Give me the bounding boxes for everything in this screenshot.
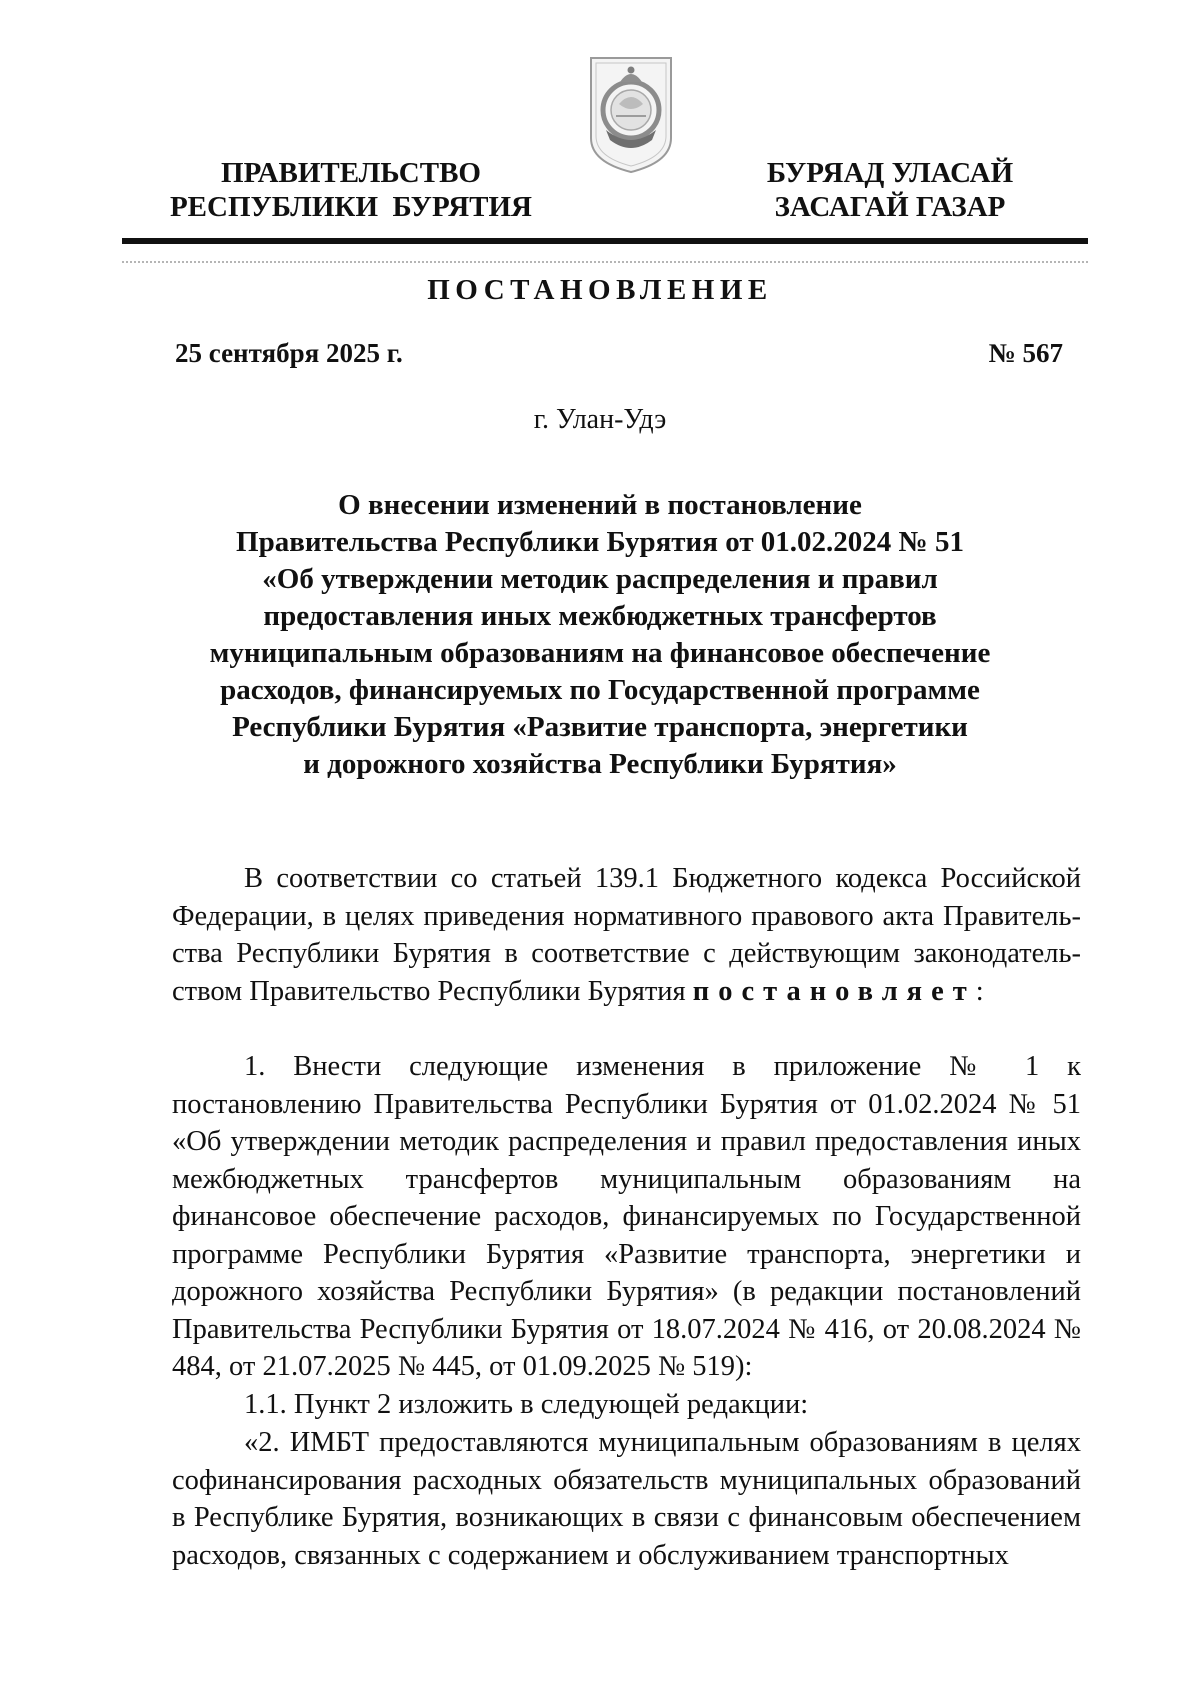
header-divider [122,238,1088,244]
issuer-name-russian [166,156,536,224]
item-1-paragraph: 1. Внести следующие изменения в приложение № 1 к постановлению Правительства Республики Бурятия от 01.02.2024 № 51 «Об утверждении методик распределения и правил предоставления иных межбюджетных трансфертов муниципальным образованиям на финансовое обеспечение расходов, финансируемых по Государственной программе Республики Бурятия «Развитие транспорта, энергетики и дорожного хозяйства Республики Бурятия» (в редакции постановлений Правительства Республики Бурятия от 18.07.2024 № 416, от 20.08.2024 № 484, от 21.07.2025 № 445, от 01.09.2025 № 519): [172,1051,1081,1382]
preamble-paragraph [172,860,1081,1010]
decree-suffix: : [975,975,984,1007]
item-1-1-paragraph: 1.1. Пункт 2 изложить в следующей редакции: [244,1389,809,1420]
document-title [160,487,1040,783]
title-line: «Об утверждении методик распределения и правил [262,563,938,595]
document-city: г. Улан-Удэ [533,404,667,435]
title-line: предоставления иных межбюджетных трансфертов [263,600,937,632]
title-line: Правительства Республики Бурятия от 01.02.2024 № 51 [236,526,964,558]
preamble-text: В соответствии со статьей 139.1 Бюджетного кодекса Российской Федерации, в целях приведения нормативного правового акта Правительства Республики Бурятия в соответствие с действующим законодательством Правительство Республики Бурятия [172,863,1081,1007]
document-date: 25 сентября 2025 г. [175,338,403,368]
coat-of-arms-icon [586,54,676,176]
item-2-quote-paragraph: «2. ИМБТ предоставляются муниципальным образованиям в целях софинансирования расходных обязательств муниципальных образований в Республике Бурятия, возникающих в связи с финансовым обеспечением расходов, связанных с содержанием и обслуживанием транспортных [172,1427,1081,1571]
title-line: Республики Бурятия «Развитие транспорта, энергетики [232,711,968,743]
title-line: О внесении изменений в постановление [338,489,862,521]
decree-word: постановляет [692,975,976,1007]
issuer-name-line: ПРАВИТЕЛЬСТВО [221,157,481,189]
title-line: и дорожного хозяйства Республики Бурятия» [303,748,897,780]
document-type: ПОСТАНОВЛЕНИЕ [427,274,773,306]
issuer-name-line: БУРЯАД УЛАСАЙ [766,157,1014,189]
title-line: расходов, финансируемых по Государственной программе [220,674,980,706]
issuer-name-line: ЗАСАГАЙ ГАЗАР [774,191,1006,223]
title-line: муниципальным образованиям на финансовое обеспечение [209,637,991,669]
issuer-name-buryat [730,156,1050,224]
header-divider-dotted [122,261,1088,263]
issuer-name-line: РЕСПУБЛИКИ БУРЯТИЯ [169,191,533,223]
document-number: № 567 [988,338,1063,368]
